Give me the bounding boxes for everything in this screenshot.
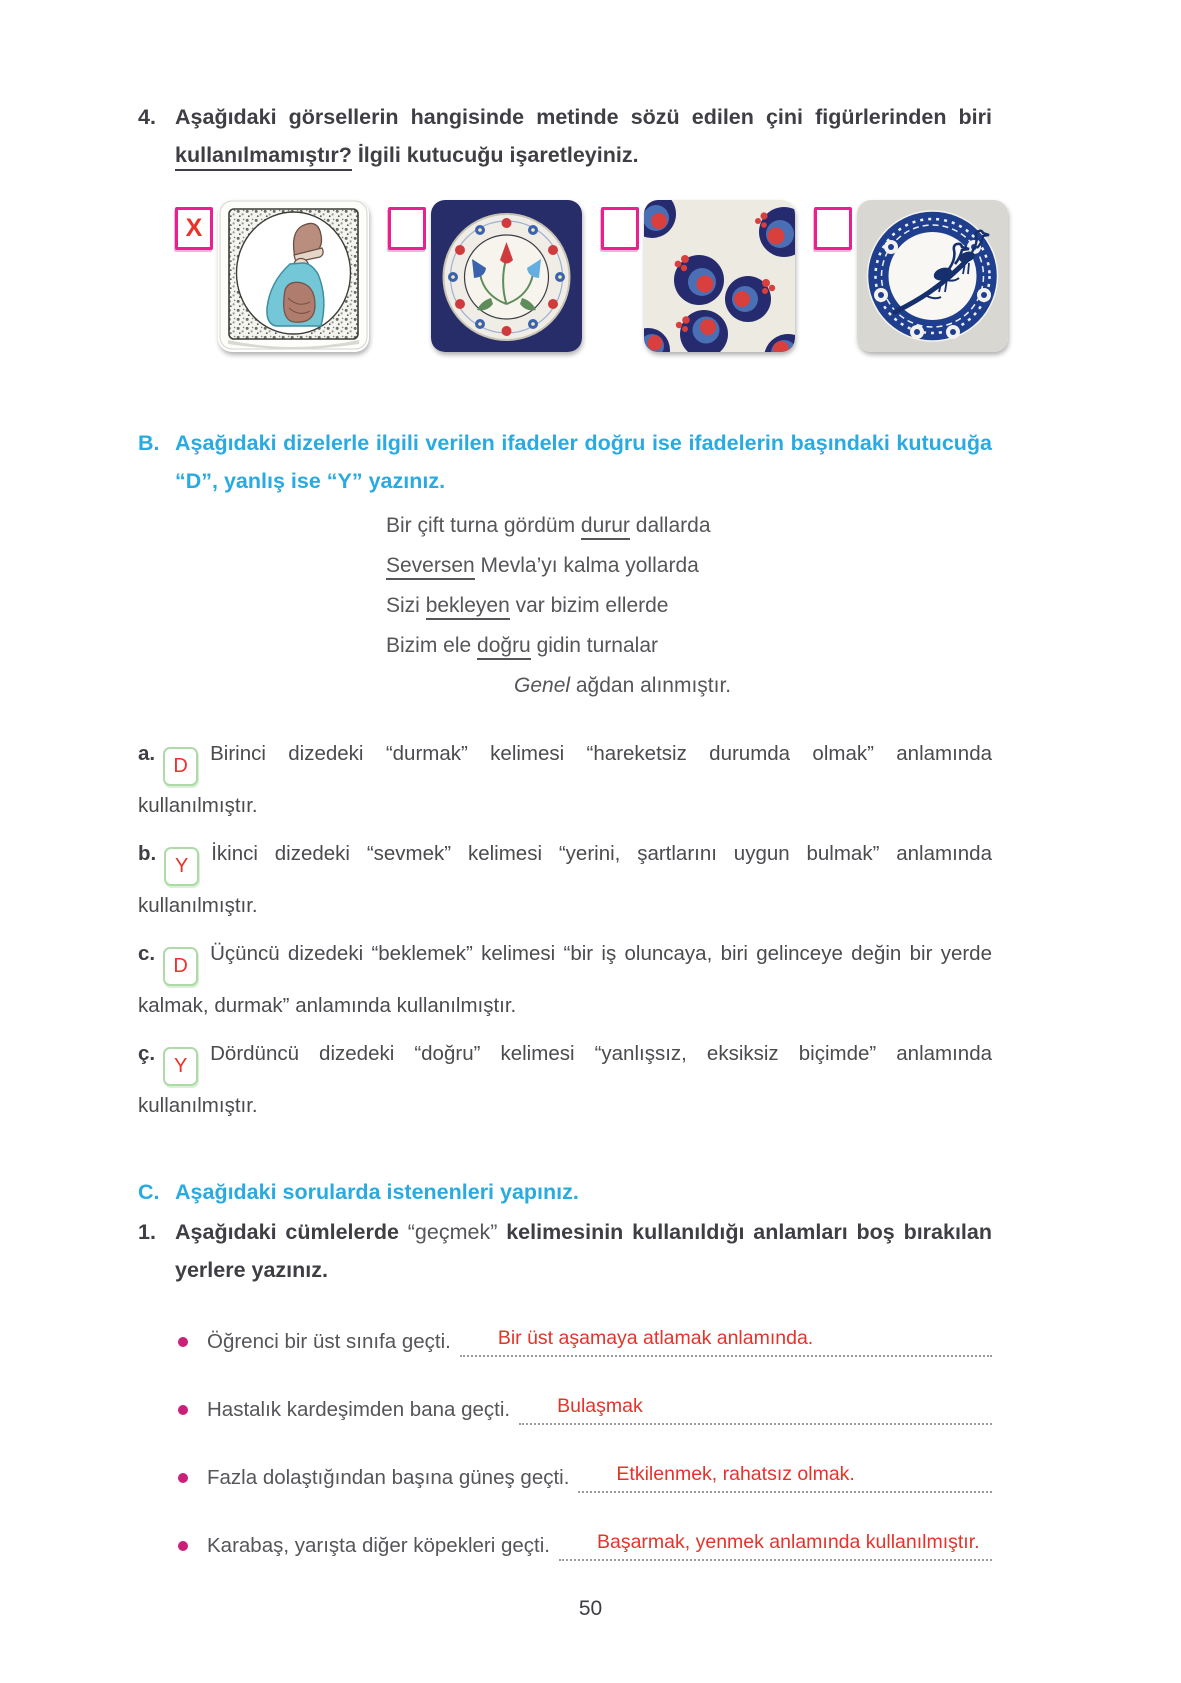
verse-3-underlined: bekleyen (426, 594, 510, 620)
option-2-checkbox[interactable] (388, 207, 426, 250)
verse-2-post: Mevla’yı kalma yollarda (474, 554, 699, 577)
verse-source-italic: Genel (514, 674, 571, 697)
section-b-heading: Aşağıdaki dizelerle ilgili verilen ifadeler doğru ise ifadelerin başındaki kutucuğa “D”, yanlış ise “Y” yazınız. (175, 431, 992, 493)
option-4 (814, 200, 1008, 352)
bullet-4-answer: Başarmak, yenmek anlamında kullanılmıştır. (596, 1531, 980, 1553)
question-c1-text (175, 1213, 992, 1289)
option-2 (388, 200, 582, 352)
bullet-1-answer-line[interactable] (460, 1323, 992, 1357)
tf-item-cc-text: Dördüncü dizedeki “doğru” kelimesi “yanlışsız, eksiksiz biçimde” anlamında kullanılmıştır. (138, 1042, 992, 1117)
tf-item-a-text: Birinci dizedeki “durmak” kelimesi “hareketsiz durumda olmak” anlamında kullanılmıştır. (138, 742, 992, 817)
tf-item-cc-label: ç. (138, 1042, 156, 1065)
bullet-dot (178, 1473, 188, 1483)
bullet-dot (178, 1541, 188, 1551)
section-c-label: C. (138, 1180, 160, 1204)
question-4-text-underlined: kullanılmamıştır? (175, 143, 352, 171)
tf-item-b-text: İkinci dizedeki “sevmek” kelimesi “yerini, şartlarını uygun bulmak” anlamında kullanılmıştır. (138, 842, 992, 917)
option-4-checkbox[interactable] (814, 207, 852, 250)
option-1 (175, 200, 369, 352)
bullet-dot (178, 1337, 188, 1347)
verse-line-3 (386, 586, 992, 626)
tf-item-c-answer-box[interactable]: D (163, 947, 198, 986)
tf-item-a-answer-box[interactable]: D (163, 747, 198, 786)
bullet-2-answer: Bulaşmak (557, 1395, 643, 1417)
tulip-cini-plate-image (431, 200, 582, 352)
question-4-options (175, 200, 992, 352)
tf-item-b-answer-box[interactable]: Y (164, 847, 199, 886)
verse-source (514, 666, 992, 706)
tf-item-b-label: b. (138, 842, 157, 865)
verse-1-pre: Bir çift turna gördüm (386, 514, 581, 537)
bullet-4-sentence: Karabaş, yarışta diğer köpekleri geçti. (207, 1534, 550, 1557)
worksheet-page (138, 98, 992, 1561)
section-c (138, 1173, 992, 1211)
tf-item-a-label: a. (138, 742, 156, 765)
bullet-4-answer-line[interactable] (559, 1527, 992, 1561)
cintemani-icon (644, 200, 795, 352)
verse-4-pre: Bizim ele (386, 634, 478, 657)
bullet-2-answer-line[interactable] (519, 1391, 992, 1425)
verse-1-post: dallarda (629, 514, 711, 537)
bullet-item-1 (138, 1323, 992, 1357)
option-1-checkbox[interactable]: X (175, 207, 213, 250)
page-number: 50 (578, 1597, 603, 1620)
section-c-heading: Aşağıdaki sorularda istenenleri yapınız. (175, 1180, 579, 1204)
option-3-checkbox[interactable] (601, 207, 639, 250)
tf-item-c-text: Üçüncü dizedeki “beklemek” kelimesi “bir iş oluncaya, biri gelinceye değin bir yerde kalmak, durmak” anlamında kullanılmıştır. (138, 942, 992, 1017)
question-4-text-post: İlgili kutucuğu işaretleyiniz. (351, 143, 639, 167)
tf-item-cc (138, 1034, 992, 1125)
tf-item-a (138, 734, 992, 825)
bullet-item-3 (138, 1459, 992, 1493)
question-c1-bold-pre: Aşağıdaki cümlelerde (175, 1220, 408, 1244)
section-b (138, 424, 992, 500)
verse-4-underlined: doğru (477, 634, 531, 660)
verse-line-1 (386, 506, 992, 546)
tf-item-c-label: c. (138, 942, 156, 965)
verse-2-underlined: Seversen (386, 554, 475, 580)
verse-3-post: var bizim ellerde (509, 594, 669, 617)
verse-3-pre: Sizi (386, 594, 426, 617)
tf-item-c (138, 934, 992, 1025)
tf-item-b (138, 834, 992, 925)
verse-block (386, 506, 992, 706)
tulip-plate-icon (431, 200, 582, 352)
option-3 (601, 200, 795, 352)
verse-source-rest: ağdan alınmıştır. (570, 674, 732, 697)
bullet-3-answer-line[interactable] (578, 1459, 992, 1493)
mevlana-dervish-tile-image (218, 200, 369, 352)
bullet-3-sentence: Fazla dolaştığından başına güneş geçti. (207, 1466, 570, 1489)
section-b-label: B. (138, 431, 160, 455)
cintemani-pattern-image (644, 200, 795, 352)
bullet-list (138, 1323, 992, 1561)
bullet-1-answer: Bir üst aşamaya atlamak anlamında. (497, 1327, 814, 1349)
bullet-2-sentence: Hastalık kardeşimden bana geçti. (207, 1398, 511, 1421)
verse-1-underlined: durur (581, 514, 630, 540)
question-4-text (175, 98, 992, 174)
question-4-number: 4. (138, 105, 156, 129)
question-4-text-pre: Aşağıdaki görsellerin hangisinde metinde sözü edilen çini figürlerinden biri (175, 105, 992, 129)
verse-line-2 (386, 546, 992, 586)
bullet-item-4 (138, 1527, 992, 1561)
question-4 (138, 98, 992, 174)
crane-plate-icon (857, 200, 1008, 352)
crane-cini-plate-image (857, 200, 1008, 352)
tf-item-cc-answer-box[interactable]: Y (163, 1047, 198, 1086)
dervish-tile-icon (218, 200, 369, 352)
bullet-1-sentence: Öğrenci bir üst sınıfa geçti. (207, 1330, 451, 1353)
bullet-dot (178, 1405, 188, 1415)
question-c1-quoted-word: “geçmek” (407, 1220, 498, 1244)
verse-4-post: gidin turnalar (530, 634, 658, 657)
bullet-item-2 (138, 1391, 992, 1425)
question-c1-bold-post: kelimesinin kullanıldığı anlamları boş bırakılan yerlere yazınız. (175, 1220, 992, 1282)
bullet-3-answer: Etkilenmek, rahatsız olmak. (616, 1463, 855, 1485)
question-c1 (138, 1213, 992, 1289)
question-c1-number: 1. (138, 1220, 156, 1244)
verse-line-4 (386, 626, 992, 666)
